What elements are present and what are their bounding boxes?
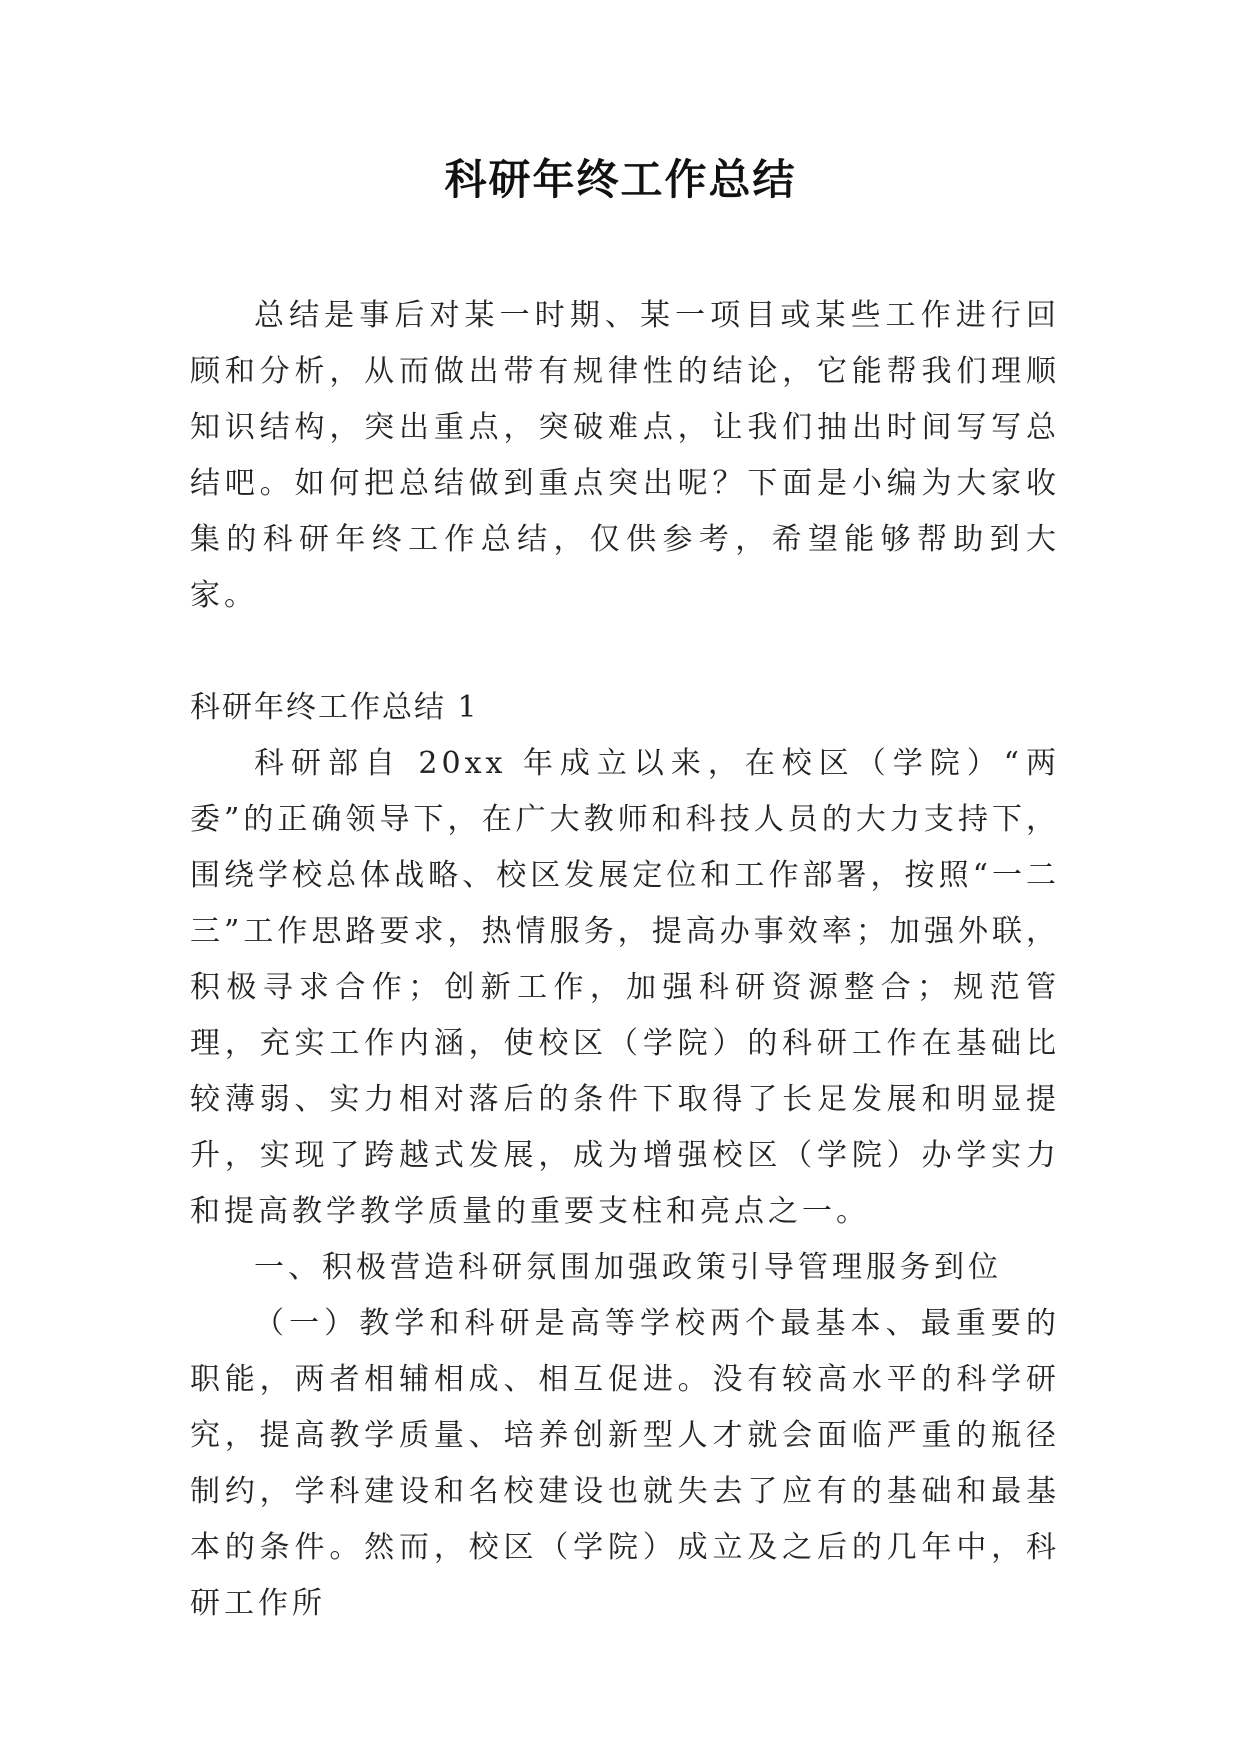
section-title: 科研年终工作总结 1 — [190, 690, 479, 725]
document-title: 科研年终工作总结 — [444, 155, 797, 204]
section-heading-1: 一、积极营造科研氛围加强政策引导管理服务到位 — [254, 1250, 1002, 1285]
body-paragraph-1: 科研部自 20xx 年成立以来，在校区（学院）“两委”的正确领导下，在广大教师和科技人员的大力支持下，围绕学校总体战略、校区发展定位和工作部署，按照“一二三”工作思路要求，热情服务，提高办事效率；加强外联，积极寻求合作；创新工作，加强科研资源整合；规范管理，充实工作内涵，使校区（学院）的科研工作在基础比较薄弱、实力相对落后的条件下取得了长足发展和明显提升，实现了跨越式发展，成为增强校区（学院）办学实力和提高教学教学质量的重要支柱和亮点之一。 — [190, 746, 1060, 1229]
spacer — [190, 624, 1060, 680]
document-body — [190, 288, 1060, 1632]
body-paragraph-2: （一）教学和科研是高等学校两个最基本、最重要的职能，两者相辅相成、相互促进。没有较高水平的科学研究，提高教学质量、培养创新型人才就会面临严重的瓶径制约，学科建设和名校建设也就失去了应有的基础和最基本的条件。然而，校区（学院）成立及之后的几年中，科研工作所 — [190, 1306, 1060, 1621]
intro-paragraph: 总结是事后对某一时期、某一项目或某些工作进行回顾和分析，从而做出带有规律性的结论，它能帮我们理顺知识结构，突出重点，突破难点，让我们抽出时间写写总结吧。如何把总结做到重点突出呢？下面是小编为大家收集的科研年终工作总结，仅供参考，希望能够帮助到大家。 — [190, 298, 1060, 613]
